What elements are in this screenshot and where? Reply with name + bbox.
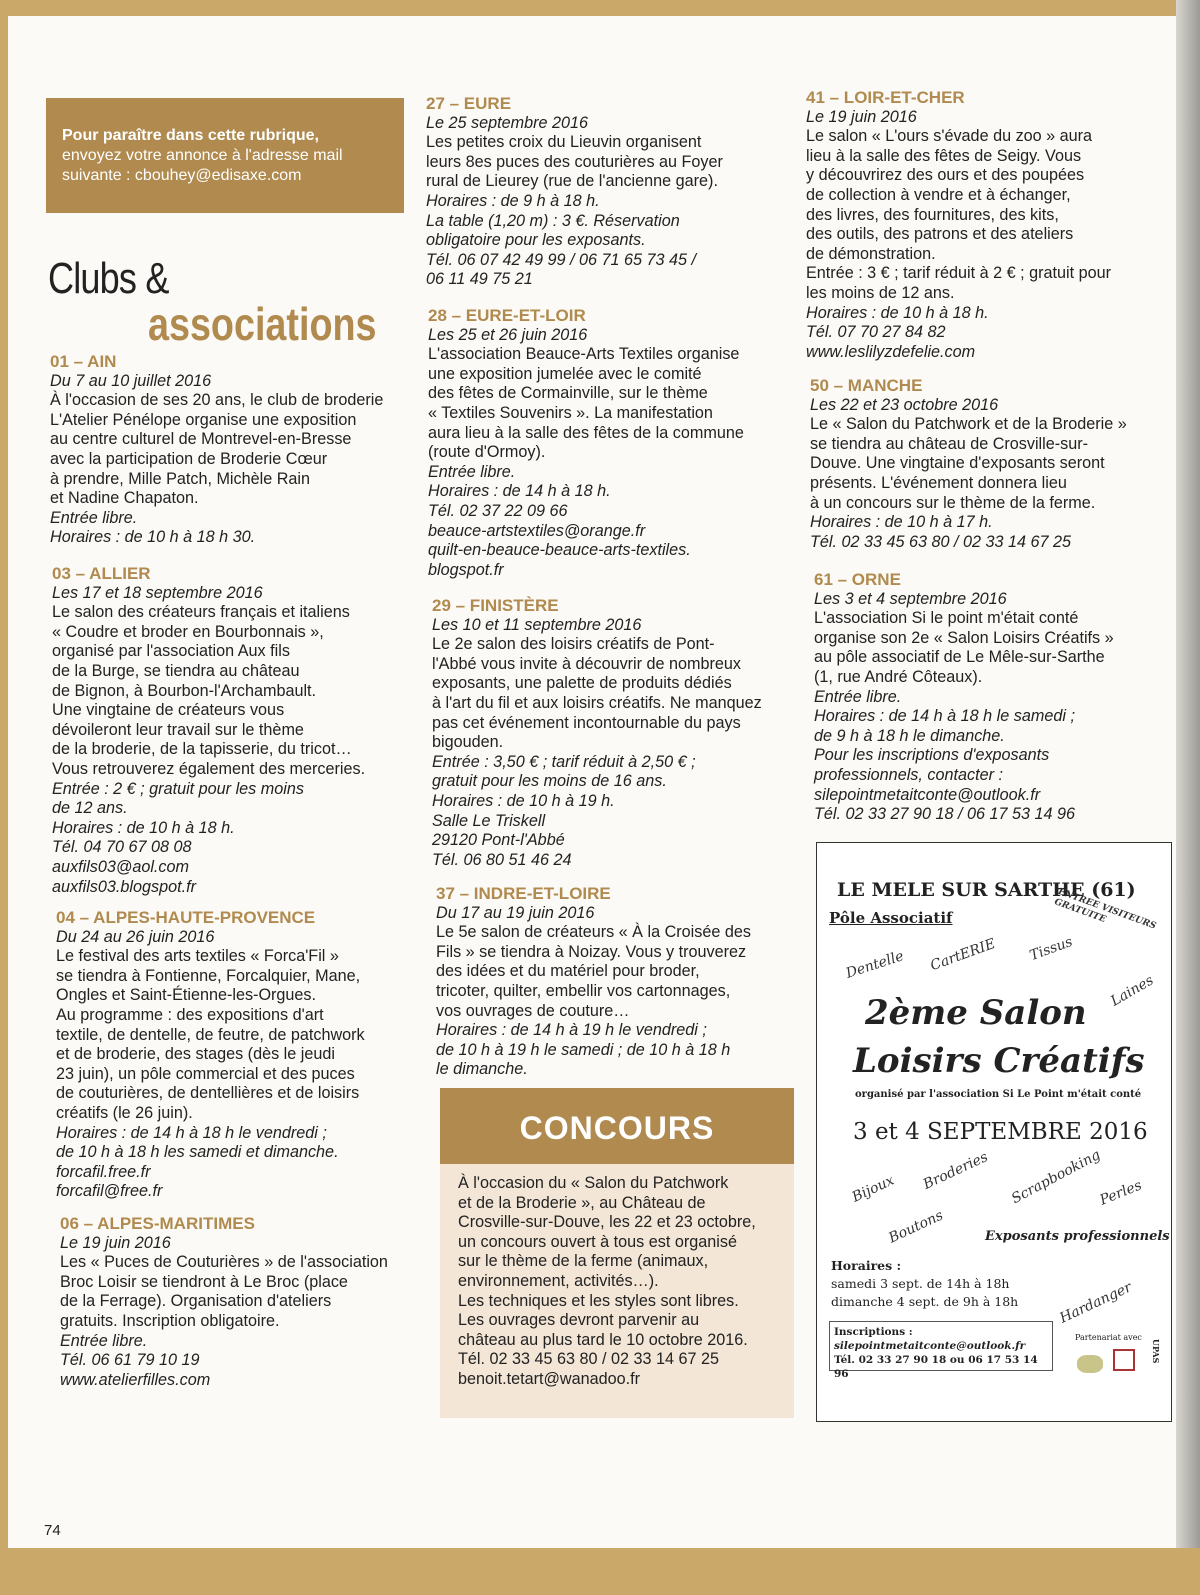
- entry-date: Le 19 juin 2016: [60, 1233, 171, 1252]
- entry-text-line: « Coudre et broder en Bourbonnais »,: [52, 622, 324, 641]
- entry-text-line: se tiendra au château de Crosville-sur-: [810, 434, 1089, 453]
- entry-text-line: et de broderie, des stages (dès le jeudi: [56, 1045, 335, 1064]
- entry-info-line: Entrée : 3,50 € ; tarif réduit à 2,50 € ;: [432, 752, 696, 771]
- entry-department: 50 – MANCHE: [810, 376, 923, 395]
- partner-logo-upas: UPAS: [1151, 1339, 1161, 1364]
- entry-text-line: tricoter, quilter, embellir vos cartonnages,: [436, 981, 731, 1000]
- entry-text-line: dévoileront leur travail sur le thème: [52, 720, 304, 739]
- entry-text-line: avec la participation de Broderie Cœur: [50, 449, 328, 468]
- entry-info-line: beauce-artstextiles@orange.fr: [428, 521, 646, 540]
- entry-04-alpes-haute-provence: [56, 908, 426, 1202]
- entry-info-line: le dimanche.: [436, 1060, 528, 1079]
- concours-info-line: Tél. 02 33 45 63 80 / 02 33 14 67 25: [458, 1350, 720, 1369]
- entry-01-ain: [50, 352, 420, 548]
- partner-logo-1: [1077, 1355, 1103, 1373]
- concours-text-line: château au plus tard le 10 octobre 2016.: [458, 1330, 748, 1349]
- entry-text-line: les moins de 12 ans.: [806, 283, 955, 302]
- entry-text-line: L'association Si le point m'était conté: [814, 609, 1079, 628]
- entry-department: 03 – ALLIER: [52, 564, 151, 583]
- entry-text-line: Le 5e salon de créateurs « À la Croisée des: [436, 923, 751, 942]
- ad-big-line-2: Loisirs Créatifs: [853, 1041, 1145, 1081]
- entry-text-line: « Textiles Souvenirs ». La manifestation: [428, 403, 713, 422]
- entry-text-line: rural de Lieurey (rue de l'ancienne gare).: [426, 172, 718, 191]
- entry-text-line: lieu à la salle des fêtes de Seigy. Vous: [806, 146, 1082, 165]
- entry-info-line: silepointmetaitconte@outlook.fr: [814, 785, 1041, 804]
- entry-info-line: 29120 Pont-l'Abbé: [432, 831, 565, 850]
- entry-text-line: L'Atelier Pénélope organise une exposition: [50, 410, 357, 429]
- entry-41-loir-et-cher: [806, 88, 1170, 362]
- entry-department: 28 – EURE-ET-LOIR: [428, 306, 586, 325]
- entry-info-line: de 9 h à 18 h le dimanche.: [814, 726, 1005, 745]
- entry-text-line: l'Abbé vous invite à découvrir de nombreux: [432, 654, 742, 673]
- entry-29-finistere: [432, 596, 808, 870]
- entry-50-manche: [810, 376, 1174, 552]
- ad-horaires-samedi: samedi 3 sept. de 14h à 18h: [831, 1276, 1010, 1291]
- entry-text-line: au centre culturel de Montrevel-en-Bresse: [50, 430, 352, 449]
- page-gutter-shadow: [1176, 0, 1200, 1548]
- entry-text-line: Les petites croix du Lieuvin organisent: [426, 133, 702, 152]
- entry-info-line: www.leslilyzdefelie.com: [806, 342, 976, 361]
- ad-word-broderies: Broderies: [920, 1149, 991, 1193]
- entry-info-line: Entrée libre.: [50, 508, 138, 527]
- entry-text-line: Entrée : 3 € ; tarif réduit à 2 € ; gratuit pour: [806, 264, 1112, 283]
- entry-text-line: organise son 2e « Salon Loisirs Créatifs »: [814, 628, 1114, 647]
- ad-word-laines: Laines: [1108, 972, 1157, 1010]
- entry-03-allier: [52, 564, 422, 897]
- page-number: 74: [44, 1522, 61, 1539]
- entry-text-line: au pôle associatif de Le Mêle-sur-Sarthe: [814, 648, 1105, 667]
- concours-text-line: Les techniques et les styles sont libres.: [458, 1291, 739, 1310]
- entry-info-line: quilt-en-beauce-beauce-arts-textiles.: [428, 541, 691, 560]
- ad-word-hardanger: Hardanger: [1057, 1279, 1135, 1327]
- entry-61-orne: [814, 570, 1176, 825]
- entry-text-line: de la Ferrage). Organisation d'ateliers: [60, 1292, 332, 1311]
- entry-text-line: présents. L'événement donnera lieu: [810, 473, 1067, 492]
- entry-info-line: Tél. 02 37 22 09 66: [428, 501, 568, 520]
- magazine-page: [8, 16, 1176, 1548]
- entry-text-line: pas cet événement incontournable du pays: [432, 713, 741, 732]
- entry-info-line: Entrée libre.: [428, 462, 516, 481]
- entry-info-line: 06 11 49 75 21: [426, 270, 533, 289]
- entry-info-line: de 12 ans.: [52, 799, 128, 818]
- entry-info-line: Tél. 06 80 51 46 24: [432, 850, 572, 869]
- entry-info-line: Horaires : de 10 h à 18 h 30.: [50, 528, 256, 547]
- entry-text-line: leurs 8es puces des couturières au Foyer: [426, 152, 723, 171]
- entry-text-line: des fêtes de Cormainville, sur le thème: [428, 384, 708, 403]
- ad-horaires-title: Horaires :: [831, 1258, 902, 1273]
- entry-date: Du 7 au 10 juillet 2016: [50, 371, 212, 390]
- ad-word-boutons: Boutons: [886, 1207, 946, 1247]
- entry-date: Les 3 et 4 septembre 2016: [814, 589, 1007, 608]
- entry-text-line: (1, rue André Côteaux).: [814, 667, 983, 686]
- page-title: [48, 254, 427, 350]
- entry-info-line: Horaires : de 14 h à 18 h.: [428, 482, 611, 501]
- concours-info-line: benoit.tetart@wanadoo.fr: [458, 1369, 641, 1388]
- ad-inscriptions-title: Inscriptions :: [834, 1326, 913, 1338]
- entry-37-indre-et-loire: [436, 884, 812, 1080]
- entry-text-line: Douve. Une vingtaine d'exposants seront: [810, 454, 1105, 473]
- concours-body: [440, 1164, 794, 1390]
- entry-info-line: Horaires : de 9 h à 18 h.: [426, 191, 600, 210]
- entry-text-line: Fils » se tiendra à Noizay. Vous y trouverez: [436, 942, 747, 961]
- entry-date: Les 10 et 11 septembre 2016: [432, 615, 642, 634]
- entry-text-line: Les « Puces de Couturières » de l'association: [60, 1253, 388, 1272]
- entry-info-line: Salle Le Triskell: [432, 811, 546, 830]
- entry-text-line: Le festival des arts textiles « Forca'Fil »: [56, 947, 339, 966]
- entry-28-eure-et-loir: [428, 306, 804, 580]
- concours-title: CONCOURS: [440, 1088, 794, 1164]
- ad-pole: Pôle Associatif: [829, 909, 953, 927]
- concours-text-line: Les ouvrages devront parvenir au: [458, 1311, 700, 1330]
- entry-info-line: forcafil@free.fr: [56, 1182, 163, 1201]
- entry-text-line: Le salon des créateurs français et italiens: [52, 603, 350, 622]
- concours-text-line: À l'occasion du « Salon du Patchwork: [458, 1174, 729, 1192]
- ad-place: LE MELE SUR SARTHE (61): [837, 879, 1136, 901]
- ad-word-bijoux: Bijoux: [849, 1172, 897, 1206]
- entry-info-line: obligatoire pour les exposants.: [426, 231, 646, 250]
- ad-entree-gratuite: ENTREE VISITEURS GRATUITE: [1052, 886, 1158, 932]
- entry-text-line: aura lieu à la salle des fêtes de la commune: [428, 423, 744, 442]
- ad-horaires-dimanche: dimanche 4 sept. de 9h à 18h: [831, 1294, 1019, 1309]
- entry-text-line: Le « Salon du Patchwork et de la Broderie »: [810, 415, 1127, 434]
- entry-text-line: de démonstration.: [806, 244, 936, 263]
- entry-info-line: blogspot.fr: [428, 560, 504, 579]
- entry-text-line: à prendre, Mille Patch, Michèle Rain: [50, 469, 311, 488]
- ad-inscriptions: [829, 1321, 1053, 1380]
- entry-text-line: y découvrirez des ours et des poupées: [806, 166, 1085, 185]
- entry-text-line: de Bignon, à Bourbon-l'Archambault.: [52, 681, 317, 700]
- entry-text-line: bigouden.: [432, 733, 504, 752]
- entry-info-line: Tél. 06 61 79 10 19: [60, 1351, 200, 1370]
- entry-info-line: auxfils03@aol.com: [52, 857, 190, 876]
- entry-department: 04 – ALPES-HAUTE-PROVENCE: [56, 908, 316, 927]
- entry-info-line: Horaires : de 10 h à 18 h.: [52, 818, 235, 837]
- entry-text-line: (route d'Ormoy).: [428, 443, 546, 462]
- entry-text-line: vos ouvrages de couture…: [436, 1001, 630, 1020]
- concours-text-line: sur le thème de la ferme (animaux,: [458, 1252, 709, 1271]
- entry-text-line: exposants, une palette de produits dédiés: [432, 674, 732, 693]
- concours-text-line: un concours ouvert à tous est organisé: [458, 1232, 737, 1251]
- entry-text-line: à un concours sur le thème de la ferme.: [810, 493, 1096, 512]
- entry-date: Les 17 et 18 septembre 2016: [52, 583, 263, 602]
- entry-text-line: Le 2e salon des loisirs créatifs de Pont-: [432, 635, 715, 654]
- entry-date: Les 25 et 26 juin 2016: [428, 325, 588, 344]
- entry-text-line: une exposition jumelée avec le comité: [428, 364, 702, 383]
- entry-info-line: Pour les inscriptions d'exposants: [814, 746, 1050, 765]
- promo-box: [46, 98, 404, 213]
- entry-info-line: forcafil.free.fr: [56, 1162, 151, 1181]
- entry-text-line: gratuits. Inscription obligatoire.: [60, 1311, 280, 1330]
- promo-line-2: envoyez votre annonce à l'adresse mail: [62, 147, 343, 164]
- entry-department: 27 – EURE: [426, 94, 512, 113]
- ad-organizer: organisé par l'association Si Le Point m'était conté: [855, 1089, 1142, 1100]
- entry-text-line: se tiendra à Fontienne, Forcalquier, Mane,: [56, 966, 361, 985]
- entry-date: Du 17 au 19 juin 2016: [436, 903, 595, 922]
- entry-department: 06 – ALPES-MARITIMES: [60, 1214, 255, 1233]
- entry-info-line: auxfils03.blogspot.fr: [52, 877, 196, 896]
- entry-27-eure: [426, 94, 802, 290]
- entry-date: Du 24 au 26 juin 2016: [56, 927, 215, 946]
- ad-exposants: Exposants professionnels: [985, 1229, 1170, 1244]
- entry-text-line: créatifs (le 26 juin).: [56, 1103, 193, 1122]
- entry-text-line: Vous retrouverez également des merceries.: [52, 759, 366, 778]
- concours-text-line: environnement, activités…).: [458, 1271, 659, 1290]
- entry-text-line: des idées et du matériel pour broder,: [436, 962, 700, 981]
- entry-text-line: L'association Beauce-Arts Textiles organise: [428, 345, 740, 364]
- ad-partenariat: Partenariat avec: [1075, 1333, 1142, 1342]
- entry-department: 41 – LOIR-ET-CHER: [806, 88, 965, 107]
- entry-info-line: Tél. 02 33 45 63 80 / 02 33 14 67 25: [810, 532, 1072, 551]
- ad-big-line-1: 2ème Salon: [865, 993, 1087, 1033]
- entry-text-line: des livres, des fournitures, des kits,: [806, 205, 1059, 224]
- entry-text-line: organisé par l'association Aux fils: [52, 642, 290, 661]
- ad-inscriptions-email: silepointmetaitconte@outlook.fr: [834, 1340, 1026, 1352]
- entry-text-line: de la Burge, se tiendra au château: [52, 661, 300, 680]
- entry-info-line: Tél. 06 07 42 49 99 / 06 71 65 73 45 /: [426, 250, 697, 269]
- entry-text-line: textile, de dentelle, de feutre, de patchwork: [56, 1025, 365, 1044]
- entry-text-line: Au programme : des expositions d'art: [56, 1005, 324, 1024]
- entry-info-line: Horaires : de 14 h à 18 h le samedi ;: [814, 707, 1075, 726]
- ad-word-perles: Perles: [1097, 1177, 1145, 1209]
- entry-department: 01 – AIN: [50, 352, 117, 371]
- entry-text-line: 23 juin), un pôle commercial et des puces: [56, 1064, 355, 1083]
- entry-text-line: de la broderie, de la tapisserie, du tricot…: [52, 740, 352, 759]
- entry-info-line: Horaires : de 10 h à 19 h.: [432, 791, 615, 810]
- entry-text-line: à l'art du fil et aux loisirs créatifs. Ne manquez: [432, 693, 762, 712]
- bottom-border: [0, 1548, 1200, 1595]
- entry-info-line: Horaires : de 10 h à 18 h.: [806, 303, 989, 322]
- entry-info-line: La table (1,20 m) : 3 €. Réservation: [426, 211, 680, 230]
- entry-info-line: Horaires : de 14 h à 18 h le vendredi ;: [56, 1123, 327, 1142]
- ad-horaires: [831, 1257, 1018, 1311]
- entry-text-line: Broc Loisir se tiendront à Le Broc (place: [60, 1272, 348, 1291]
- entry-info-line: Tél. 04 70 67 08 08: [52, 838, 192, 857]
- concours-box: [440, 1088, 794, 1418]
- entry-info-line: Horaires : de 10 h à 17 h.: [810, 513, 993, 532]
- ad-inscriptions-phone: Tél. 02 33 27 90 18 ou 06 17 53 14 96: [834, 1354, 1038, 1380]
- ad-word-scrapbooking: Scrapbooking: [1008, 1146, 1104, 1208]
- entry-06-alpes-maritimes: [60, 1214, 430, 1390]
- title-part-2: associations: [148, 298, 377, 350]
- ad-word-carterie: CartERIE: [928, 935, 998, 975]
- concours-text-line: Crosville-sur-Douve, les 22 et 23 octobre,: [458, 1213, 756, 1232]
- entry-info-line: www.atelierfilles.com: [60, 1370, 211, 1389]
- entry-info-line: de 10 h à 19 h le samedi ; de 10 h à 18 h: [436, 1040, 731, 1059]
- entry-info-line: Horaires : de 14 h à 19 h le vendredi ;: [436, 1021, 707, 1040]
- salon-advertisement: [816, 842, 1172, 1422]
- entry-text-line: de couturières, de dentellières et de loisirs: [56, 1084, 360, 1103]
- entry-info-line: gratuit pour les moins de 16 ans.: [432, 772, 667, 791]
- entry-info-line: Entrée : 2 € ; gratuit pour les moins: [52, 779, 304, 798]
- entry-info-line: Entrée libre.: [814, 687, 902, 706]
- entry-department: 29 – FINISTÈRE: [432, 596, 559, 615]
- entry-date: Le 25 septembre 2016: [426, 113, 588, 132]
- entry-text-line: Une vingtaine de créateurs vous: [52, 701, 285, 720]
- entry-text-line: À l'occasion de ses 20 ans, le club de broderie: [50, 391, 384, 410]
- entry-info-line: Tél. 02 33 27 90 18 / 06 17 53 14 96: [814, 805, 1076, 824]
- entry-info-line: de 10 h à 18 h les samedi et dimanche.: [56, 1143, 339, 1162]
- concours-text-line: et de la Broderie », au Château de: [458, 1193, 706, 1212]
- title-part-1: Clubs &: [48, 254, 169, 303]
- entry-department: 37 – INDRE-ET-LOIRE: [436, 884, 611, 903]
- entry-date: Les 22 et 23 octobre 2016: [810, 395, 999, 414]
- entry-info-line: professionnels, contacter :: [814, 765, 1003, 784]
- entry-info-line: Tél. 07 70 27 84 82: [806, 323, 946, 342]
- promo-line-1: Pour paraître dans cette rubrique,: [62, 127, 319, 144]
- entry-date: Le 19 juin 2016: [806, 107, 917, 126]
- entry-department: 61 – ORNE: [814, 570, 901, 589]
- entry-text-line: Ongles et Saint-Étienne-les-Orgues.: [56, 986, 317, 1005]
- ad-word-dentelle: Dentelle: [843, 948, 906, 982]
- partner-logo-2: [1113, 1349, 1135, 1371]
- entry-text-line: Le salon « L'ours s'évade du zoo » aura: [806, 127, 1093, 146]
- ad-word-tissus: Tissus: [1027, 933, 1075, 965]
- entry-text-line: de collection à vendre et à échanger,: [806, 185, 1071, 204]
- entry-text-line: des outils, des patrons et des ateliers: [806, 225, 1074, 244]
- promo-line-3: suivante : cbouhey@edisaxe.com: [62, 167, 302, 184]
- ad-date: 3 et 4 SEPTEMBRE 2016: [853, 1119, 1148, 1145]
- entry-info-line: Entrée libre.: [60, 1331, 148, 1350]
- entry-text-line: et Nadine Chapaton.: [50, 489, 199, 508]
